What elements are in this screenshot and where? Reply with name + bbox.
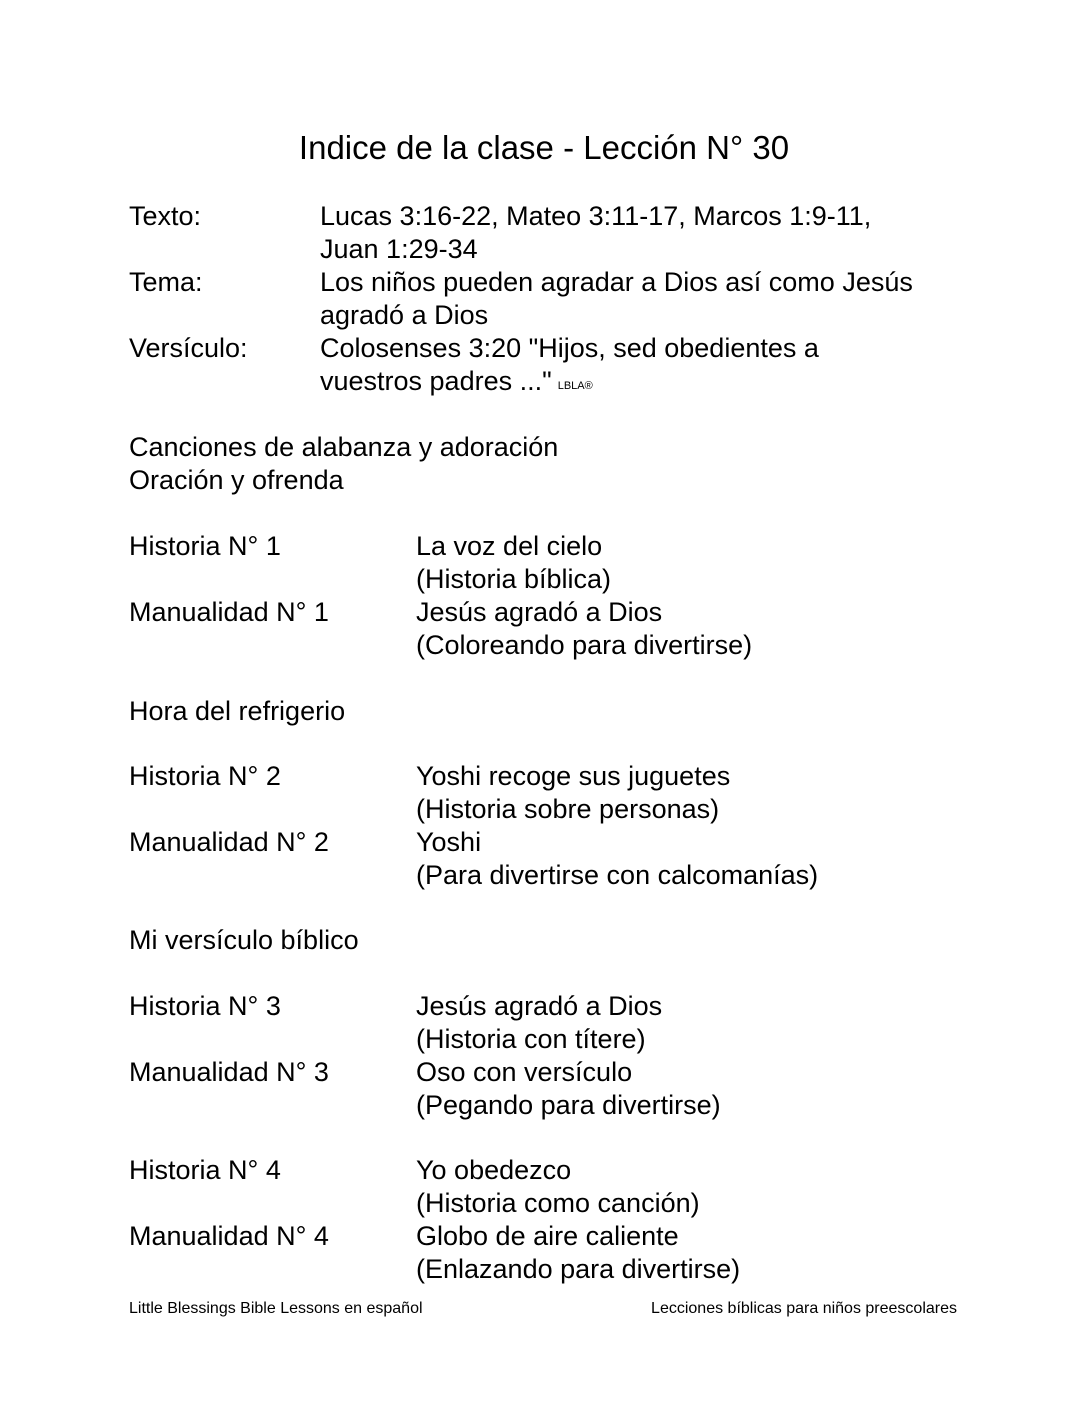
mi-versiculo-item: Mi versículo bíblico bbox=[129, 925, 359, 955]
page-title: Indice de la clase - Lección N° 30 bbox=[298, 129, 790, 166]
tema-value-line1: Los niños pueden agradar a Dios así como Jesús bbox=[320, 267, 913, 297]
texto-label: Texto: bbox=[129, 201, 202, 231]
historia-2-label: Historia N° 2 bbox=[129, 761, 281, 791]
historia-3-title: Jesús agradó a Dios bbox=[416, 991, 663, 1021]
bible-version-label: LBLA® bbox=[557, 380, 593, 392]
manualidad-3-label: Manualidad N° 3 bbox=[129, 1057, 329, 1087]
historia-2-title: Yoshi recoge sus juguetes bbox=[416, 761, 731, 791]
manualidad-3-title: Oso con versículo bbox=[416, 1057, 633, 1087]
historia-1-type: (Historia bíblica) bbox=[416, 564, 612, 594]
manualidad-4-type: (Enlazando para divertirse) bbox=[416, 1254, 741, 1284]
manualidad-2-type: (Para divertirse con calcomanías) bbox=[416, 860, 819, 890]
footer-right: Lecciones bíblicas para niños preescolares bbox=[651, 1300, 957, 1317]
footer-left: Little Blessings Bible Lessons en español bbox=[129, 1300, 423, 1317]
versiculo-label: Versículo: bbox=[129, 333, 248, 363]
refrigerio-item: Hora del refrigerio bbox=[129, 696, 346, 726]
manualidad-2-label: Manualidad N° 2 bbox=[129, 827, 329, 857]
versiculo-value-line2 bbox=[320, 365, 593, 404]
songs-item: Canciones de alabanza y adoración bbox=[129, 432, 559, 462]
historia-3-type: (Historia con títere) bbox=[416, 1024, 646, 1054]
versiculo-value-line1: Colosenses 3:20 "Hijos, sed obedientes a bbox=[320, 333, 819, 363]
prayer-item: Oración y ofrenda bbox=[129, 465, 344, 495]
manualidad-3-type: (Pegando para divertirse) bbox=[416, 1090, 721, 1120]
versiculo-text: vuestros padres ..." bbox=[320, 366, 552, 396]
manualidad-4-title: Globo de aire caliente bbox=[416, 1221, 679, 1251]
historia-3-label: Historia N° 3 bbox=[129, 991, 281, 1021]
historia-1-label: Historia N° 1 bbox=[129, 531, 281, 561]
historia-4-title: Yo obedezco bbox=[416, 1155, 572, 1185]
manualidad-4-label: Manualidad N° 4 bbox=[129, 1221, 329, 1251]
historia-1-title: La voz del cielo bbox=[416, 531, 603, 561]
historia-4-type: (Historia como canción) bbox=[416, 1188, 700, 1218]
texto-value-line1: Lucas 3:16-22, Mateo 3:11-17, Marcos 1:9-11, bbox=[320, 201, 872, 231]
manualidad-1-type: (Coloreando para divertirse) bbox=[416, 630, 753, 660]
historia-2-type: (Historia sobre personas) bbox=[416, 794, 720, 824]
tema-label: Tema: bbox=[129, 267, 203, 297]
manualidad-2-title: Yoshi bbox=[416, 827, 482, 857]
manualidad-1-label: Manualidad N° 1 bbox=[129, 597, 329, 627]
tema-value-line2: agradó a Dios bbox=[320, 300, 489, 330]
manualidad-1-title: Jesús agradó a Dios bbox=[416, 597, 663, 627]
historia-4-label: Historia N° 4 bbox=[129, 1155, 281, 1185]
texto-value-line2: Juan 1:29-34 bbox=[320, 234, 478, 264]
